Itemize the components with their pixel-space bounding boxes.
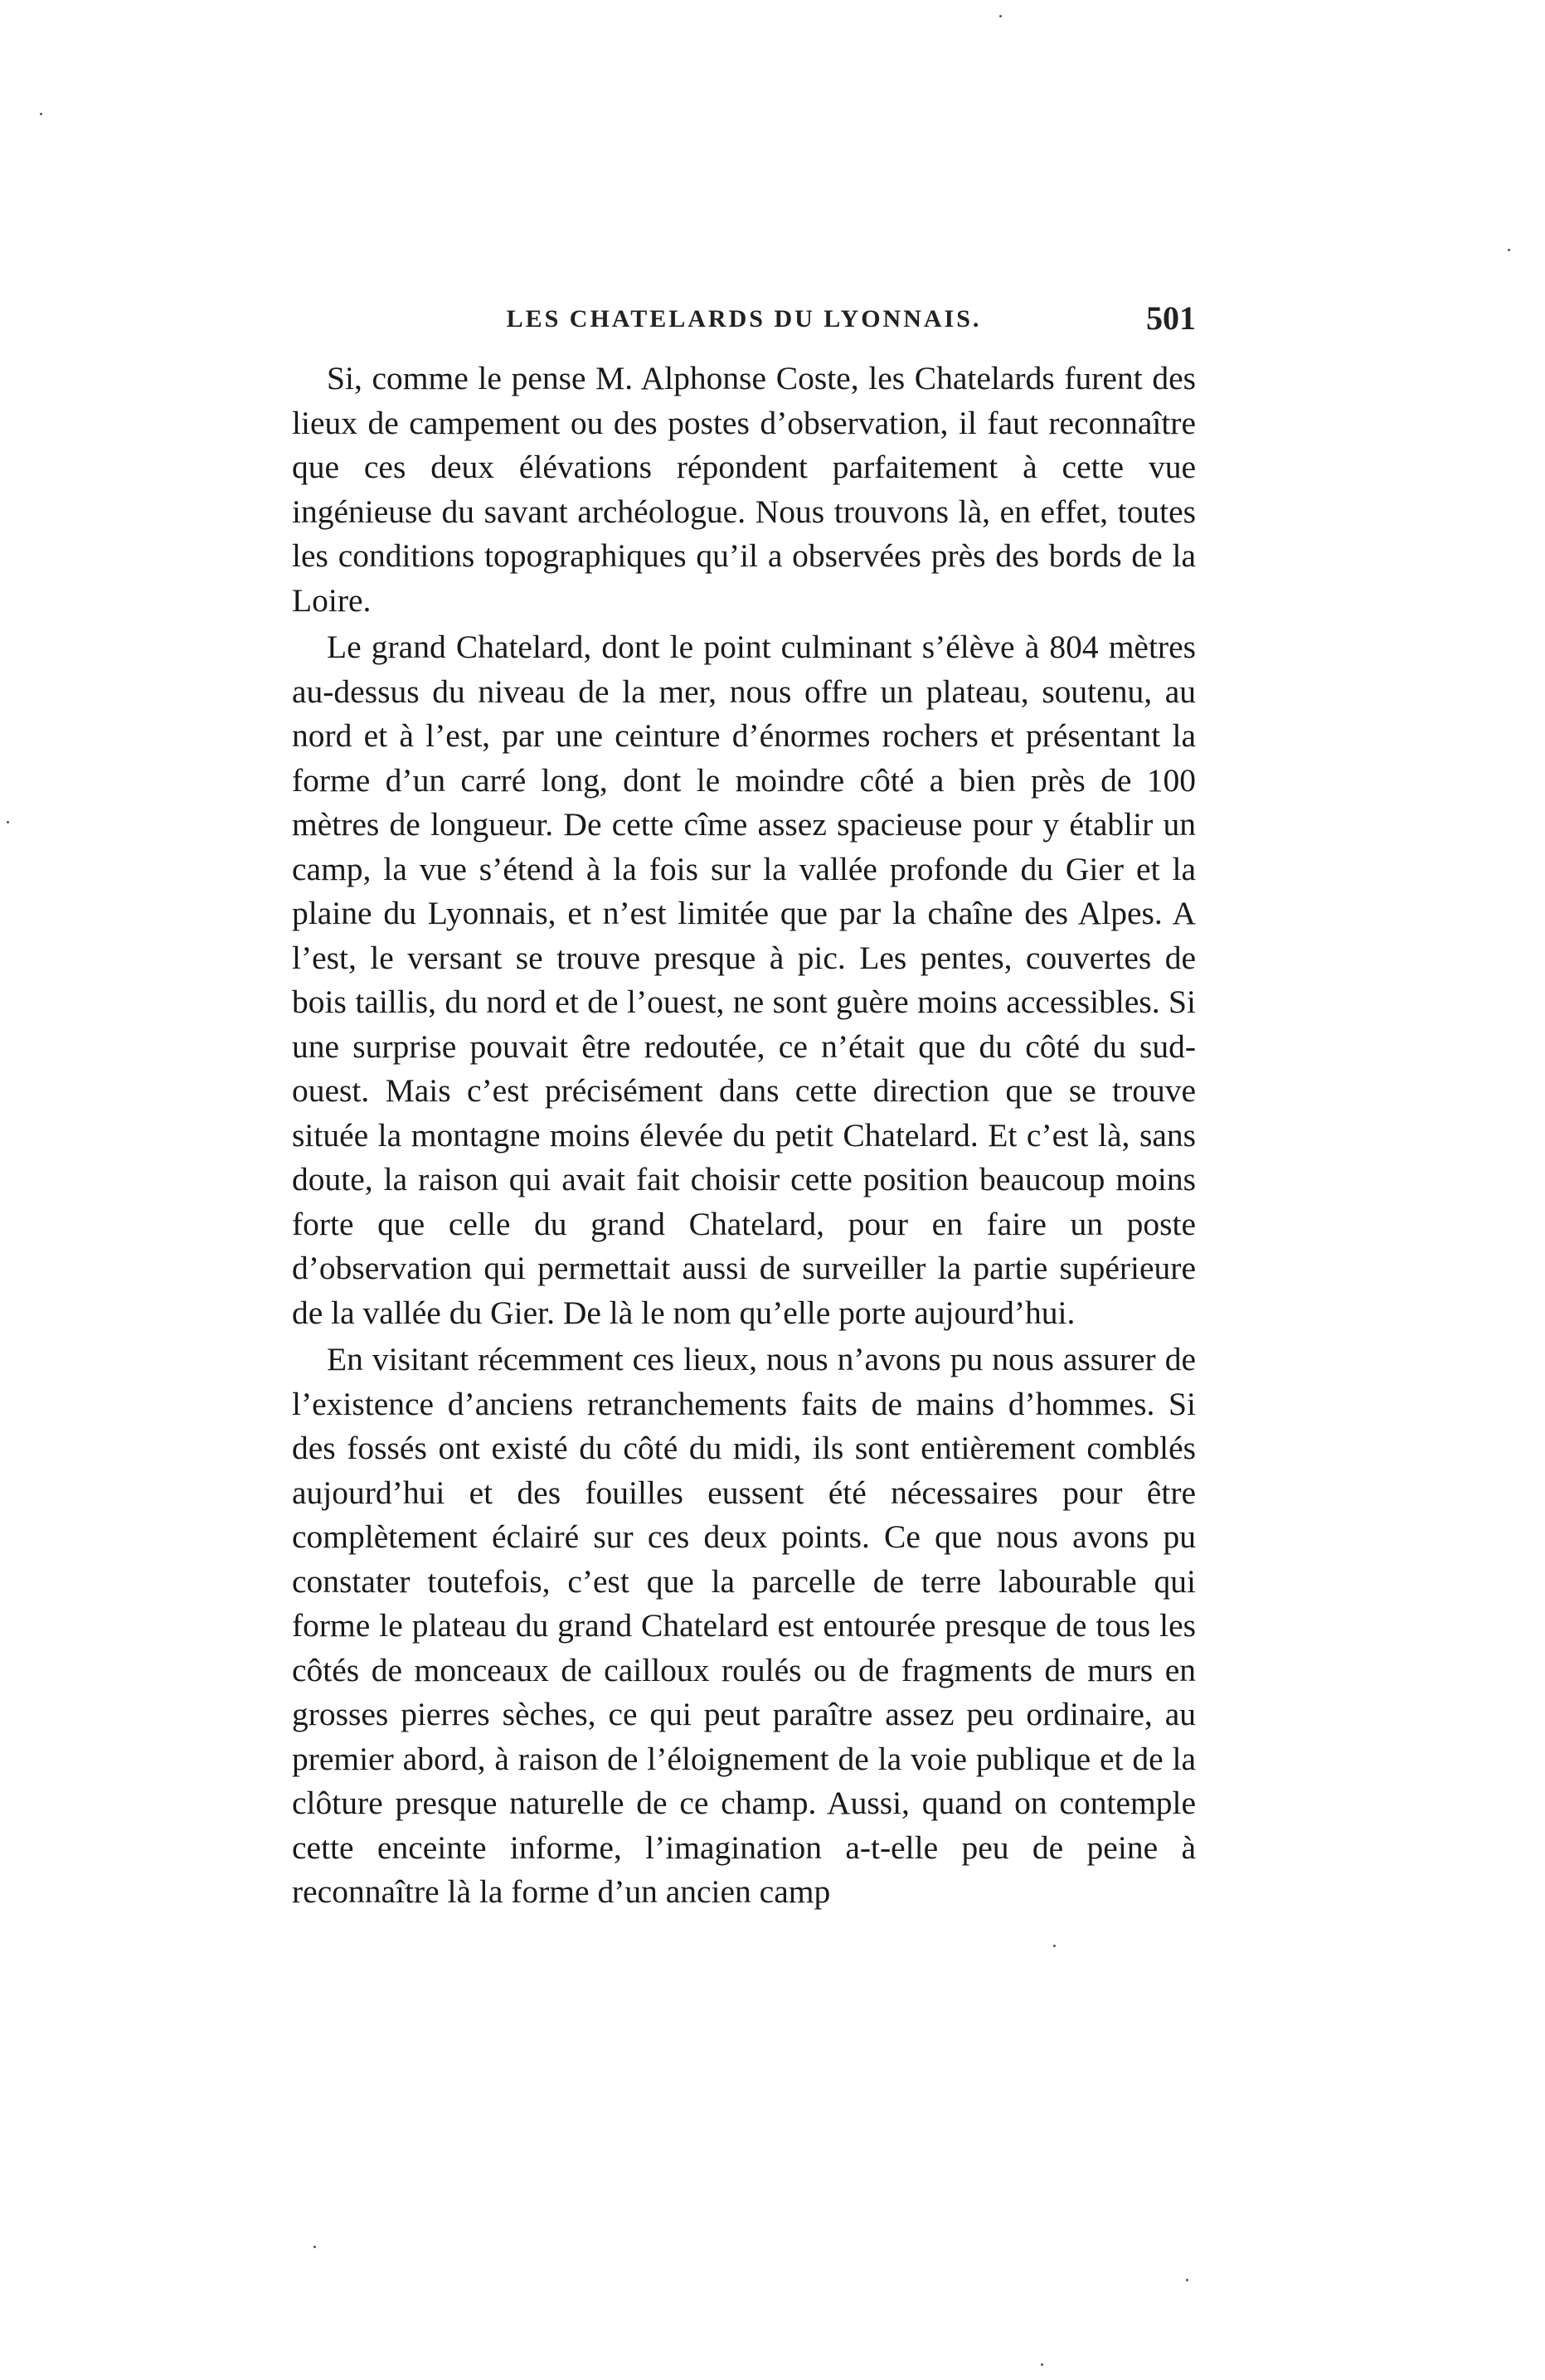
body-text	[292, 357, 1196, 1915]
scan-speck	[1041, 2363, 1043, 2366]
scan-speck	[1053, 1945, 1056, 1947]
paragraph-3: En visitant récemment ces lieux, nous n’avons pu nous assurer de l’existence d’anciens retranchements faits de mains d’hommes. Si des fossés ont existé du côté du midi, ils sont entièrement comblés aujourd’hui et des fouilles eussent été nécessaires pour être complètement éclairé sur ces deux points. Ce que nous avons pu constater toutefois, c’est que la parcelle de terre labourable qui forme le plateau du grand Chatelard est entourée presque de tous les côtés de monceaux de cailloux roulés ou de fragments de murs en grosses pierres sèches, ce qui peut paraître assez peu ordinaire, au premier abord, à raison de l’éloignement de la voie publique et de la clôture presque naturelle de ce champ. Aussi, quand on contemple cette enceinte informe, l’imagination a-t-elle peu de peine à reconnaître là la forme d’un ancien camp	[292, 1341, 1196, 1910]
paragraph-1: Si, comme le pense M. Alphonse Coste, les Chatelards furent des lieux de campement ou des postes d’observation, il faut reconnaître que ces deux élévations répondent parfaitement à cette vue ingénieuse du savant archéologue. Nous trouvons là, en effet, toutes les conditions topographiques qu’il a observées près des bords de la Loire.	[292, 360, 1196, 619]
running-title: LES CHATELARDS DU LYONNAIS.	[506, 305, 982, 333]
scan-speck	[1508, 249, 1510, 251]
scan-speck	[1186, 2279, 1188, 2281]
paragraph-2: Le grand Chatelard, dont le point culminant s’élève à 804 mètres au-dessus du niveau de la mer, nous offre un plateau, soutenu, au nord et à l’est, par une ceinture d’énormes rochers et présentant la forme d’un carré long, dont le moindre côté a bien près de 100 mètres de longueur. De cette cîme assez spacieuse pour y établir un camp, la vue s’étend à la fois sur la vallée profonde du Gier et la plaine du Lyonnais, et n’est limitée que par la chaîne des Alpes. A l’est, le versant se trouve presque à pic. Les pentes, couvertes de bois taillis, du nord et de l’ouest, ne sont guère moins accessibles. Si une surprise pouvait être redoutée, ce n’était que du côté du sud-ouest. Mais c’est précisément dans cette direction que se trouve située la montagne moins élevée du petit Chatelard. Et c’est là, sans doute, la raison qui avait fait choisir cette position beaucoup moins forte que celle du grand Chatelard, pour en faire un poste d’observation qui permettait aussi de surveiller la partie supérieure de la vallée du Gier. De là le nom qu’elle porte aujourd’hui.	[292, 629, 1196, 1331]
scan-speck	[999, 15, 1002, 17]
scan-speck	[40, 113, 42, 115]
running-header	[292, 299, 1196, 348]
scan-speck	[313, 2246, 316, 2248]
page-number: 501	[1146, 299, 1196, 337]
scan-speck	[7, 821, 9, 823]
